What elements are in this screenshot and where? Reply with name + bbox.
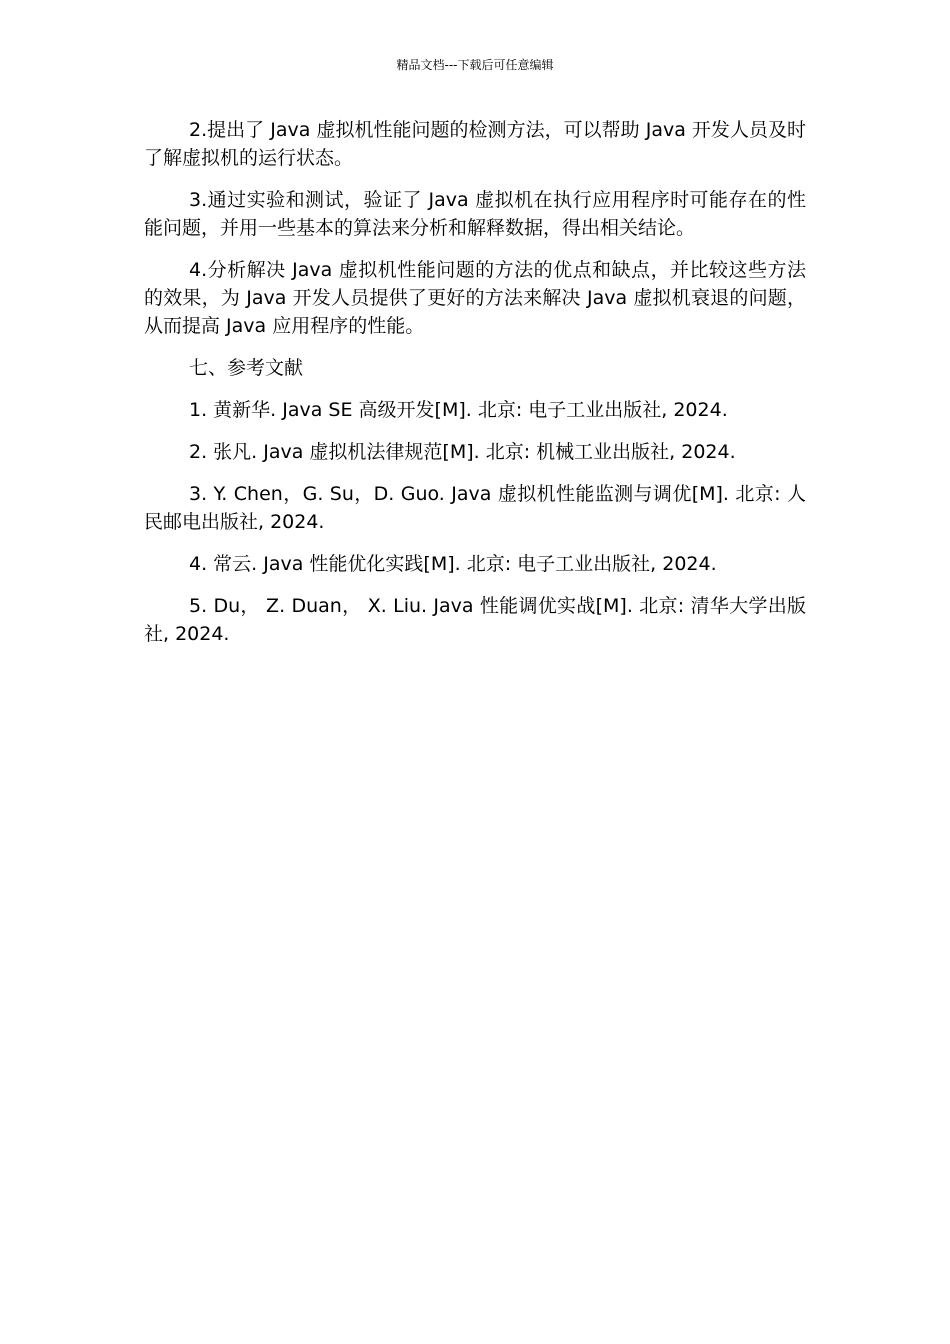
reference-item-3: 3. Y. Chen，G. Su，D. Guo. Java 虚拟机性能监测与调优[M]. 北京: 人民邮电出版社, 2024. bbox=[144, 483, 806, 533]
document-body bbox=[144, 116, 806, 662]
reference-item-5: 5. Du， Z. Duan， X. Liu. Java 性能调优实战[M]. 北京: 清华大学出版社, 2024. bbox=[144, 595, 806, 645]
conclusion-item-4: 4.分析解决 Java 虚拟机性能问题的方法的优点和缺点，并比较这些方法的效果，为 Java 开发人员提供了更好的方法来解决 Java 虚拟机衰退的问题，从而提高 Java 应用程序的性能。 bbox=[144, 259, 806, 337]
reference-item-2: 2. 张凡. Java 虚拟机法律规范[M]. 北京: 机械工业出版社, 2024. bbox=[189, 441, 736, 463]
reference-item-4: 4. 常云. Java 性能优化实践[M]. 北京: 电子工业出版社, 2024. bbox=[189, 553, 717, 575]
reference-item-1: 1. 黄新华. Java SE 高级开发[M]. 北京: 电子工业出版社, 2024. bbox=[189, 399, 728, 421]
conclusion-item-3: 3.通过实验和测试，验证了 Java 虚拟机在执行应用程序时可能存在的性能问题，并用一些基本的算法来分析和解释数据，得出相关结论。 bbox=[144, 189, 806, 239]
section-heading-references: 七、参考文献 bbox=[189, 357, 304, 379]
page-header: 精品文档---下载后可任意编辑 bbox=[396, 58, 554, 72]
conclusion-item-2: 2.提出了 Java 虚拟机性能问题的检测方法，可以帮助 Java 开发人员及时了解虚拟机的运行状态。 bbox=[144, 119, 806, 169]
